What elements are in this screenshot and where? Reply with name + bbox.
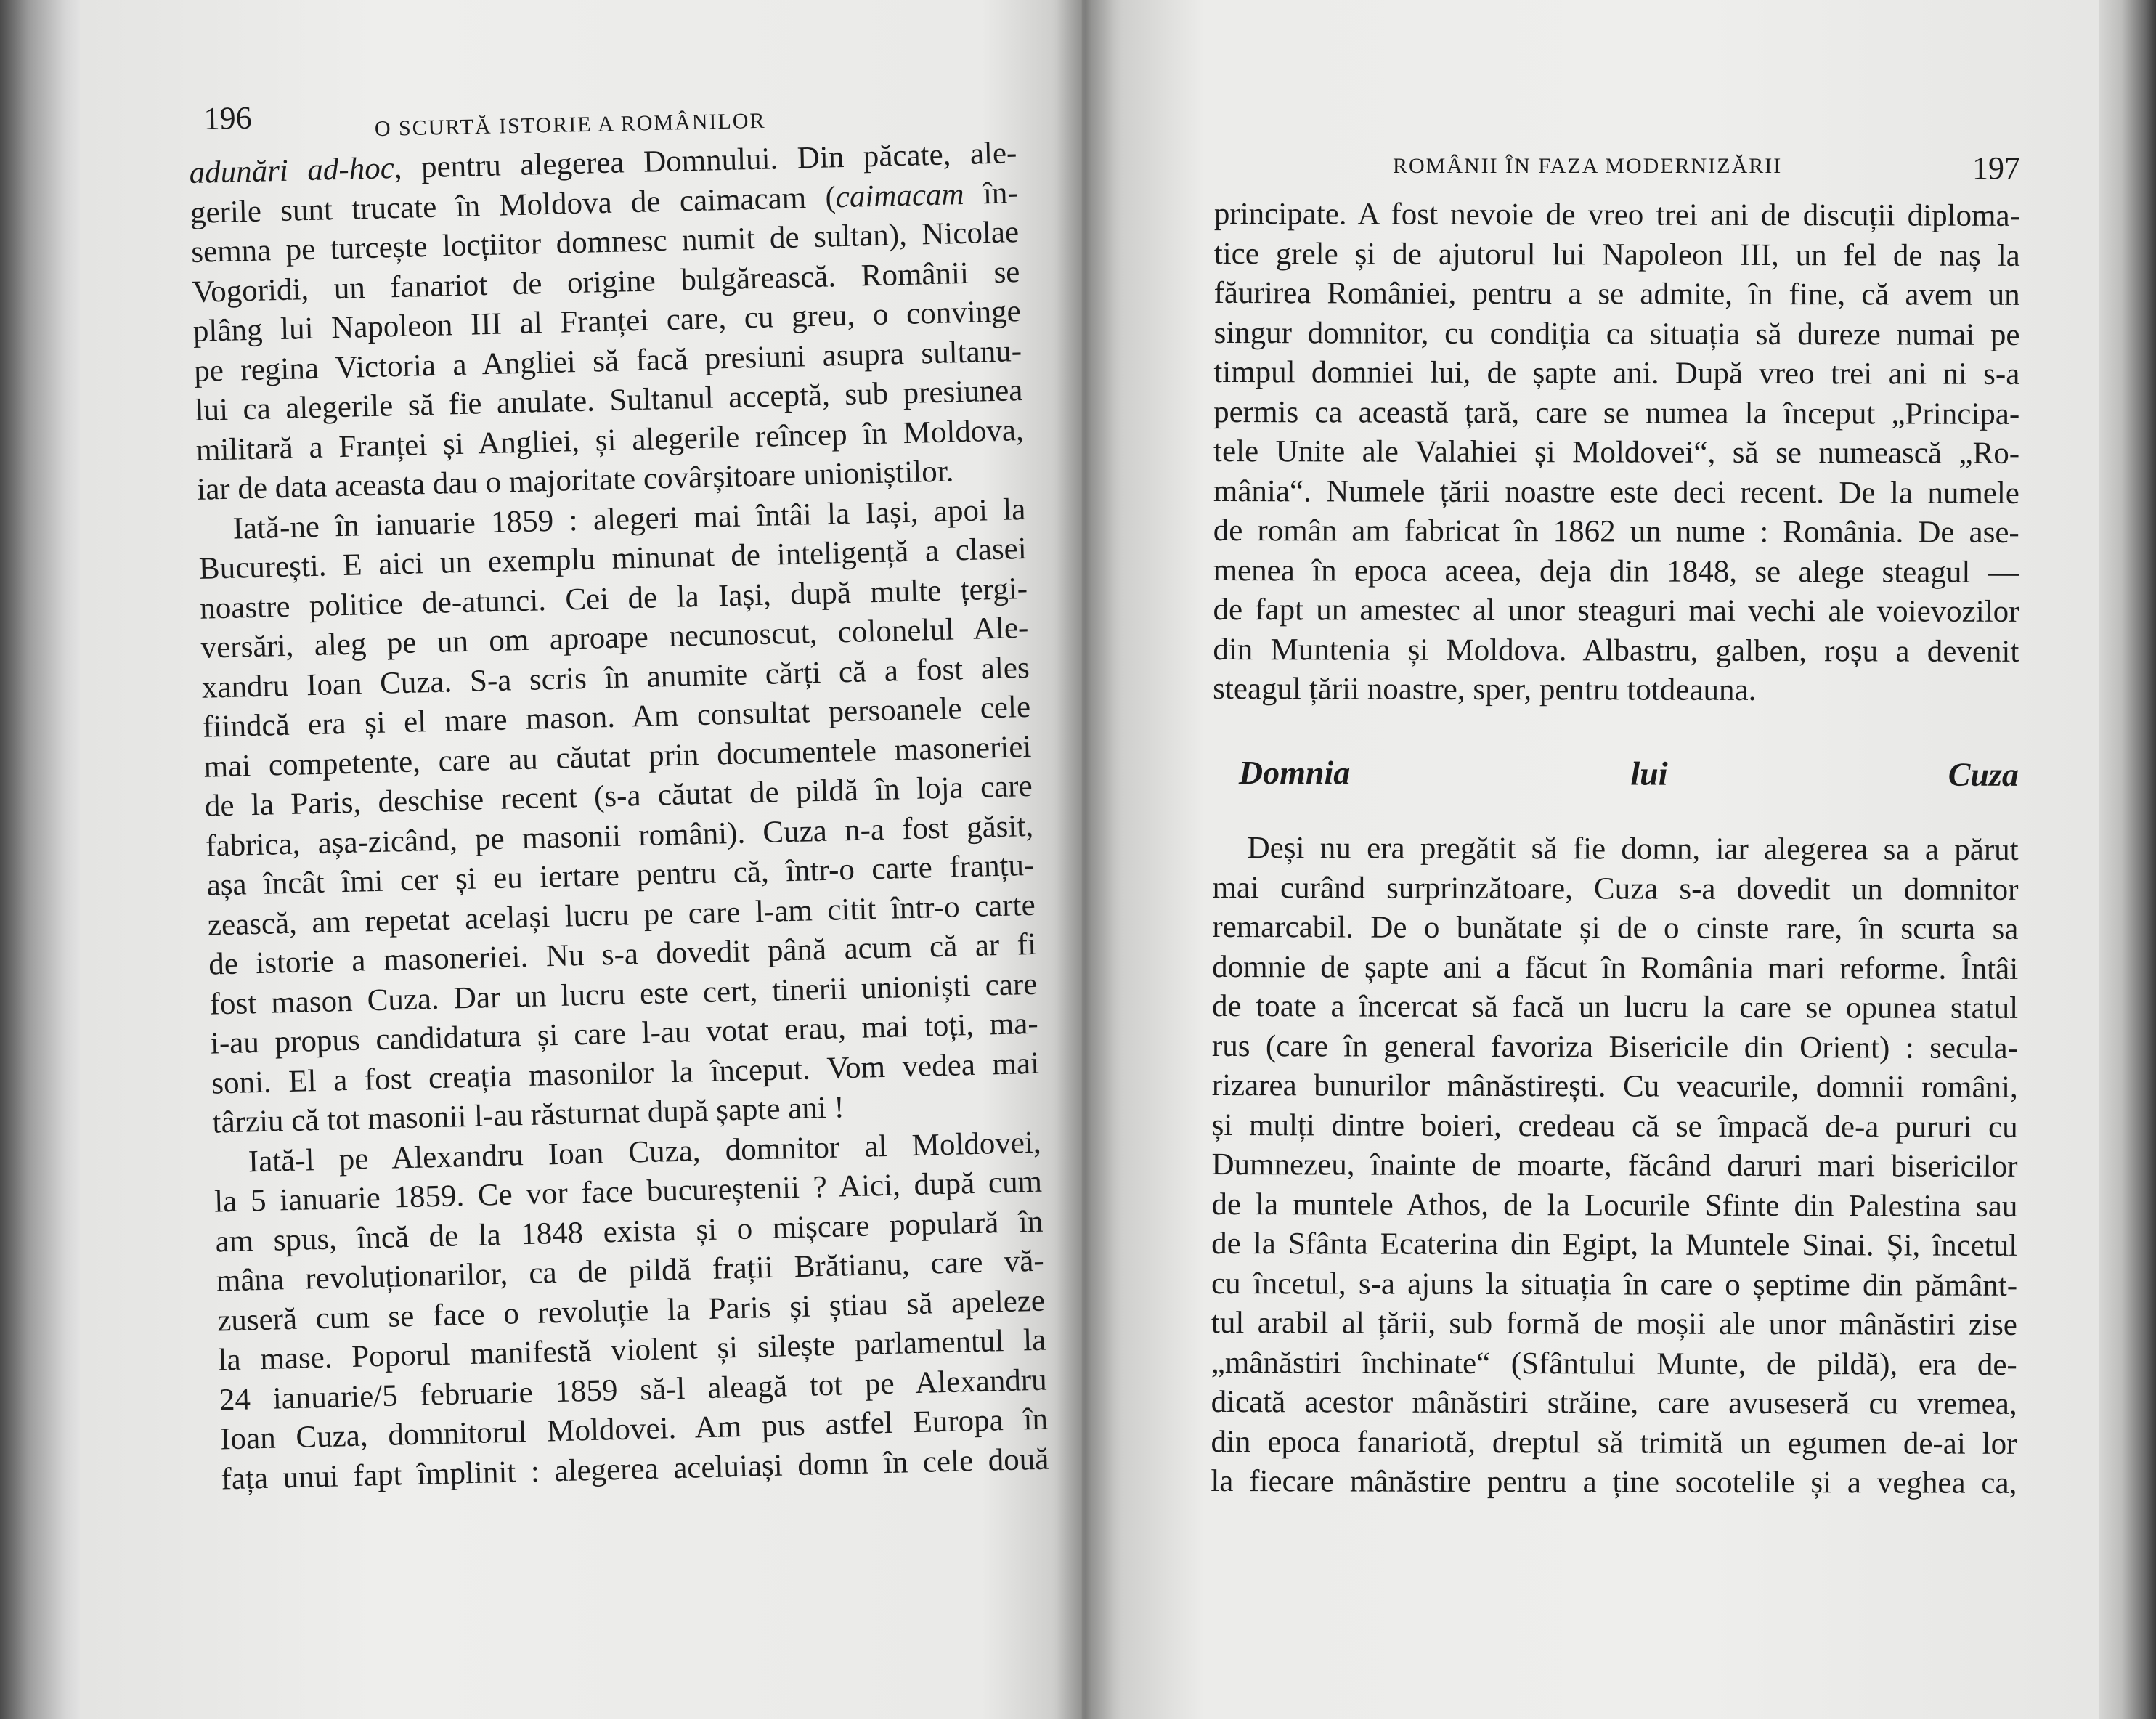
line-text: rizarea bunurilor mânăstirești. Cu veacurile, domnii români, <box>1211 1068 2018 1105</box>
line-text: am spus, încă de la 1848 exista și o mișcare populară în <box>215 1204 1044 1259</box>
line-text: steagul țării noastre, sper, pentru totdeauna. <box>1213 671 1757 707</box>
line-text: Deși nu era pregătit să fie domn, iar alegerea sa a părut <box>1247 831 2019 867</box>
line-text: din Muntenia și Moldova. Albastru, galben, roșu a devenit <box>1213 632 2019 669</box>
line-text: de la Sfânta Ecaterina din Egipt, la Muntele Sinai. Și, încetul <box>1211 1226 2018 1263</box>
line-text: Vogoridi, un fanariot de origine bulgărească. Românii se <box>192 254 1020 309</box>
line-text: zească, am repetat același lucru pe care l-am citit într-o carte <box>207 887 1036 943</box>
line-text: târziu că tot masonii l-au răsturnat după șapte ani ! <box>212 1090 845 1140</box>
text-line <box>1213 353 2019 394</box>
line-text: în- <box>963 175 1019 211</box>
line-text: făurirea României, pentru a se admite, în fine, că avem un <box>1213 275 2020 312</box>
line-text: principate. A fost nevoie de vreo trei ani de discuții diploma- <box>1213 197 2020 233</box>
line-text: singur domnitor, cu condiția ca situația să dureze numai pe <box>1213 315 2020 352</box>
section-spacer <box>1213 792 2019 831</box>
line-text: la mase. Poporul manifestă violent și silește parlamentul la <box>218 1322 1046 1378</box>
text-line <box>1212 987 2018 1028</box>
line-text: București. E aici un exemplu minunat de inteligență a clasei <box>198 531 1028 586</box>
line-text: soni. El a fost creația masonilor la început. Vom vedea mai <box>211 1046 1040 1101</box>
line-text: rus (care în general favoriza Bisericile din Orient) : secula- <box>1211 1028 2018 1065</box>
left-page-body <box>189 134 1049 1499</box>
section-spacer <box>1213 709 2019 755</box>
right-page-number: 197 <box>1972 150 2020 186</box>
line-text: la fiecare mânăstire pentru a ține socotelile și a veghea ca, <box>1211 1463 2017 1500</box>
text-line <box>1214 195 2020 236</box>
line-text: noastre politice de-atunci. Cei de la Iași, după multe țergi- <box>199 571 1028 626</box>
line-text: pe regina Victoria a Angliei să facă presiuni asupra sultanu- <box>193 333 1022 389</box>
line-text: zuseră cum se face o revoluție la Paris și știau să apeleze <box>216 1283 1046 1338</box>
line-text: fost mason Cuza. Dar un lucru este cert, tinerii unioniști care <box>209 967 1038 1022</box>
text-line <box>1211 1224 2017 1266</box>
line-text: de toate a încercat să facă un lucru la care se opunea statul <box>1212 988 2019 1025</box>
text-line <box>1212 1026 2018 1068</box>
line-text: cu încetul, s-a ajuns la situația în care o șeptime din pământ- <box>1211 1266 2018 1303</box>
line-text: timpul domniei lui, de șapte ani. După vreo trei ani ni s-a <box>1213 354 2020 391</box>
left-running-head: O SCURTĂ ISTORIE A ROMÂNILOR <box>374 108 766 142</box>
text-line <box>1211 1343 2017 1384</box>
line-text: mai curând surprinzătoare, Cuza s-a dovedit un domnitor <box>1212 870 2019 907</box>
line-text: fața unui fapt împlinit : alegerea aceluiași domn în cele două <box>221 1442 1049 1496</box>
line-text: , pentru alegerea Domnului. Din păcate, ale- <box>394 136 1017 186</box>
line-text: 24 ianuarie/5 februarie 1859 să-l aleagă tot pe Alexandru <box>219 1362 1048 1417</box>
right-page-body <box>1211 195 2020 1503</box>
line-text: permis ca această țară, care se numea la început „Principa- <box>1213 394 2020 431</box>
text-line <box>1213 550 2019 592</box>
line-text: Dumnezeu, înainte de moarte, făcând daruri mari bisericilor <box>1211 1147 2018 1184</box>
line-text: de fapt un amestec al unor steaguri mai vechi ale voievozilor <box>1213 592 2019 629</box>
line-text: tice grele și de ajutorul lui Napoleon III, un fel de naș la <box>1213 236 2020 273</box>
text-line <box>1211 1304 2017 1345</box>
line-text: fabrica, așa-zicând, pe masonii români). Cuza n-a fost găsit, <box>205 808 1034 863</box>
text-line <box>1212 868 2018 909</box>
line-text: de istorie a masoneriei. Nu s-a dovedit până acum că ar fi <box>208 927 1037 982</box>
line-text: mai competente, care au căutat prin documentele masoneriei <box>203 729 1032 784</box>
text-line <box>1211 1145 2017 1187</box>
line-text: plâng lui Napoleon III al Franței care, cu greu, o convinge <box>192 294 1022 349</box>
book-gutter <box>1057 0 1115 1719</box>
text-line <box>1213 829 2019 870</box>
line-text: semna pe turcește locțiitor domnesc numit de sultan), Nicolae <box>190 215 1020 269</box>
text-line <box>1213 432 2019 474</box>
line-text: „mânăstiri închinate“ (Sfântului Munte, de pildă), era de- <box>1211 1345 2017 1382</box>
italic-term: adunări ad-hoc <box>189 151 395 190</box>
text-line <box>1213 313 2019 354</box>
text-line <box>1213 630 2019 671</box>
section-heading: Domnia lui Cuza <box>1238 753 2019 793</box>
text-line <box>1212 1066 2018 1108</box>
line-text: lui ca alegerile să fie anulate. Sultanul acceptă, sub presiunea <box>195 373 1023 428</box>
left-page-number: 196 <box>203 99 253 137</box>
line-text: mâna revoluționarilor, ca de pildă frații Brătianu, care vă- <box>216 1243 1045 1299</box>
line-text: remarcabil. De o bunătate și de o cinste rare, în scurta sa <box>1212 909 2019 946</box>
line-text: fiindcă era și el mare mason. Am consultat persoanele cele <box>202 689 1031 744</box>
line-text: militară a Franței și Angliei, și alegerile reîncep în Moldova, <box>195 413 1025 468</box>
text-line <box>1214 274 2020 315</box>
line-text: de la muntele Athos, de la Locurile Sfinte din Palestina sau <box>1211 1187 2018 1224</box>
text-line <box>1213 511 2019 553</box>
text-line <box>1212 1105 2018 1147</box>
line-text: versări, aleg pe un om aproape necunoscut, colonelul Ale- <box>200 610 1029 665</box>
line-text: domnie de șapte ani a făcut în România mari reforme. Întâi <box>1212 949 2019 986</box>
line-text: i-au propus candidatura și care l-au votat erau, mai toți, ma- <box>210 1006 1039 1061</box>
line-text: și mulți dintre boieri, credeau că se împacă de-a pururi cu <box>1211 1108 2018 1145</box>
text-line <box>1211 1383 2017 1424</box>
line-text: la 5 ianuarie 1859. Ce vor face bucureștenii ? Aici, după cum <box>213 1164 1043 1219</box>
right-running-head: ROMÂNII ÎN FAZA MODERNIZĂRII <box>1393 154 1783 178</box>
text-line <box>1212 908 2018 949</box>
text-line <box>1213 471 2019 513</box>
italic-term: caimacam <box>835 176 965 214</box>
text-line <box>1211 1264 2017 1305</box>
line-text: așa încât îmi cer și eu iertare pentru că, într-o carte franțu- <box>206 848 1035 903</box>
line-text: iar de data aceasta dau o majoritate covârșitoare unioniștilor. <box>196 454 954 507</box>
text-line <box>1214 234 2020 275</box>
text-line <box>1212 947 2018 988</box>
line-text: din epoca fanariotă, dreptul să trimită un egumen de-ai lor <box>1211 1424 2017 1461</box>
text-line <box>1211 1462 2017 1503</box>
line-text: mânia“. Numele țării noastre este deci recent. De la numele <box>1213 474 2019 511</box>
text-line <box>1213 590 2019 632</box>
line-text: menea în epoca aceea, deja din 1848, se alege steagul — <box>1213 553 2019 590</box>
line-text: de român am fabricat în 1862 un nume : România. De ase- <box>1213 513 2019 550</box>
text-line <box>1211 1184 2017 1226</box>
line-text: xandru Ioan Cuza. S-a scris în anumite cărți că a fost ales <box>201 650 1030 705</box>
text-line <box>1211 1422 2017 1463</box>
line-text: tele Unite ale Valahiei și Moldovei“, să se numească „Ro- <box>1213 434 2020 471</box>
line-text: dicată acestor mânăstiri străine, care avuseseră cu vremea, <box>1211 1384 2017 1421</box>
text-line <box>1213 392 2019 434</box>
line-text: Iată-ne în ianuarie 1859 : alegeri mai întâi la Iași, apoi la <box>232 492 1026 546</box>
line-text: Iată-l pe Alexandru Ioan Cuza, domnitor al Moldovei, <box>248 1125 1042 1179</box>
line-text: Ioan Cuza, domnitorul Moldovei. Am pus astfel Europa în <box>219 1402 1049 1457</box>
line-text: de la Paris, deschise recent (s-a căutat de pildă în loja care <box>204 768 1033 824</box>
line-text: tul arabil al țării, sub formă de moșii ale unor mânăstiri zise <box>1211 1305 2017 1342</box>
text-line <box>1213 670 2019 711</box>
line-text: gerile sunt trucate în Moldova de caimacam ( <box>190 179 837 230</box>
book-edge <box>2099 0 2156 1719</box>
